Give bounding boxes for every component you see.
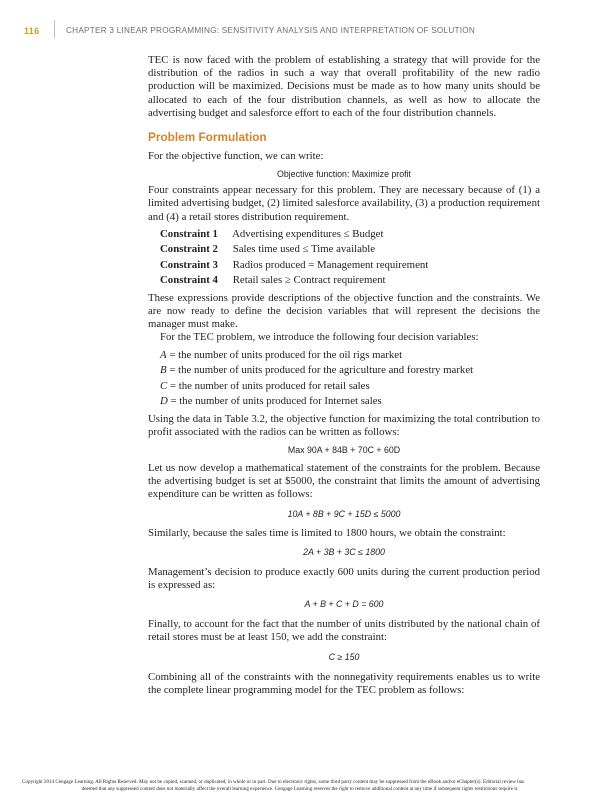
variable-list bbox=[148, 348, 540, 410]
variable-row bbox=[160, 394, 540, 410]
constraint-row bbox=[160, 227, 540, 243]
header-divider bbox=[54, 20, 55, 38]
retail-equation: C ≥ 150 bbox=[328, 651, 360, 662]
variable-letter: D bbox=[160, 395, 168, 408]
constraint-row bbox=[160, 273, 540, 289]
objective-equation: Max 90A + 84B + 70C + 60D bbox=[287, 445, 401, 456]
variable-row bbox=[160, 363, 540, 379]
variable-row bbox=[160, 348, 540, 364]
constraint-label: Constraint 1 bbox=[160, 227, 218, 240]
variables-intro: For the TEC problem, we introduce the following four decision variables: bbox=[160, 331, 479, 344]
constraint-text: Retail sales ≥ Contract requirement bbox=[232, 274, 386, 287]
objective-display: Objective function: Maximize profit bbox=[277, 169, 411, 180]
constraint-row bbox=[160, 242, 540, 258]
retail-paragraph: Finally, to account for the fact that the number of units distributed by the national chain of retail stores must be at least 150, we add the constraint: bbox=[148, 618, 540, 644]
page-number: 116 bbox=[24, 26, 40, 36]
production-paragraph: Management’s decision to produce exactly 600 units during the current production period is expressed as: bbox=[148, 565, 540, 592]
variable-row bbox=[160, 379, 540, 395]
constraint-text: Radios produced = Management requirement bbox=[232, 258, 429, 271]
variable-letter: A bbox=[160, 348, 167, 361]
variable-definition: = the number of units produced for retail sales bbox=[169, 379, 370, 392]
page-header bbox=[0, 0, 600, 36]
variable-definition: = the number of units produced for the agriculture and forestry market bbox=[169, 364, 474, 377]
production-equation: A + B + C + D = 600 bbox=[304, 599, 384, 610]
section-heading: Problem Formulation bbox=[148, 130, 267, 145]
constraint-list bbox=[148, 227, 540, 289]
constraint-text: Advertising expenditures ≤ Budget bbox=[232, 227, 384, 240]
variable-definition: = the number of units produced for Internet sales bbox=[170, 395, 382, 408]
chapter-title: CHAPTER 3 LINEAR PROGRAMMING: SENSITIVITY ANALYSIS AND INTERPRETATION OF SOLUTION bbox=[66, 26, 476, 35]
variable-letter: B bbox=[160, 364, 167, 377]
objective-intro: For the objective function, we can write: bbox=[148, 150, 324, 163]
intro-paragraph: TEC is now faced with the problem of establishing a strategy that will provide for the distribution of the radios in such a way that overall profitability of the new radio production will be maximized. Decisions must be made as to how many units should be allocated to each of the four distribution channels, as well as how to allocate the advertising budget and salesforce effort to each of the four distribution channels. bbox=[148, 54, 540, 119]
table-paragraph: Using the data in Table 3.2, the objective function for maximizing the total contribution to profit associated with the radios can be written as follows: bbox=[148, 412, 540, 438]
sales-equation: 2A + 3B + 3C ≤ 1800 bbox=[303, 546, 385, 557]
constraint-label: Constraint 2 bbox=[160, 243, 218, 256]
advertising-equation: 10A + 8B + 9C + 15D ≤ 5000 bbox=[287, 508, 401, 519]
constraint-row bbox=[160, 258, 540, 274]
sales-paragraph: Similarly, because the sales time is limited to 1800 hours, we obtain the constraint: bbox=[148, 526, 506, 539]
constraint-label: Constraint 3 bbox=[160, 258, 218, 271]
constraints-intro: Four constraints appear necessary for this problem. They are necessary because of (1) a limited advertising budget, (2) limited salesforce availability, (3) a production requirement and (4) a retail stores distribution requirement. bbox=[148, 184, 540, 223]
copyright-footer bbox=[22, 779, 578, 792]
variable-letter: C bbox=[160, 379, 168, 392]
combine-paragraph: Combining all of the constraints with the nonnegativity requirements enables us to write the complete linear programming model for the TEC problem as follows: bbox=[148, 670, 540, 696]
copyright-line-2: deemed that any suppressed content does not materially affect the overall learning experience. Cengage Learning reserves the right to remove additional content at any time if subsequent rights restrictions require it. bbox=[81, 785, 519, 792]
page-body bbox=[148, 54, 540, 697]
constraint-text: Sales time used ≤ Time available bbox=[232, 243, 376, 256]
constraint-label: Constraint 4 bbox=[160, 274, 218, 287]
advertising-paragraph: Let us now develop a mathematical statement of the constraints for the problem. Because the advertising budget is set at $5000, the constraint that limits the amount of advertising expenditure can be written as follows: bbox=[148, 462, 540, 501]
copyright-line-1: Copyright 2014 Cengage Learning. All Rights Reserved. May not be copied, scanned, or duplicated, in whole or in part. Due to electronic rights, some third party content may be suppressed from the eBook and/or eChapter(s). Editorial review has bbox=[22, 779, 525, 785]
expressions-paragraph: These expressions provide descriptions of the objective function and the constraints. We are now ready to define the decision variables that will represent the decisions the manager must make. bbox=[148, 291, 540, 331]
variable-definition: = the number of units produced for the oil rigs market bbox=[169, 348, 403, 361]
